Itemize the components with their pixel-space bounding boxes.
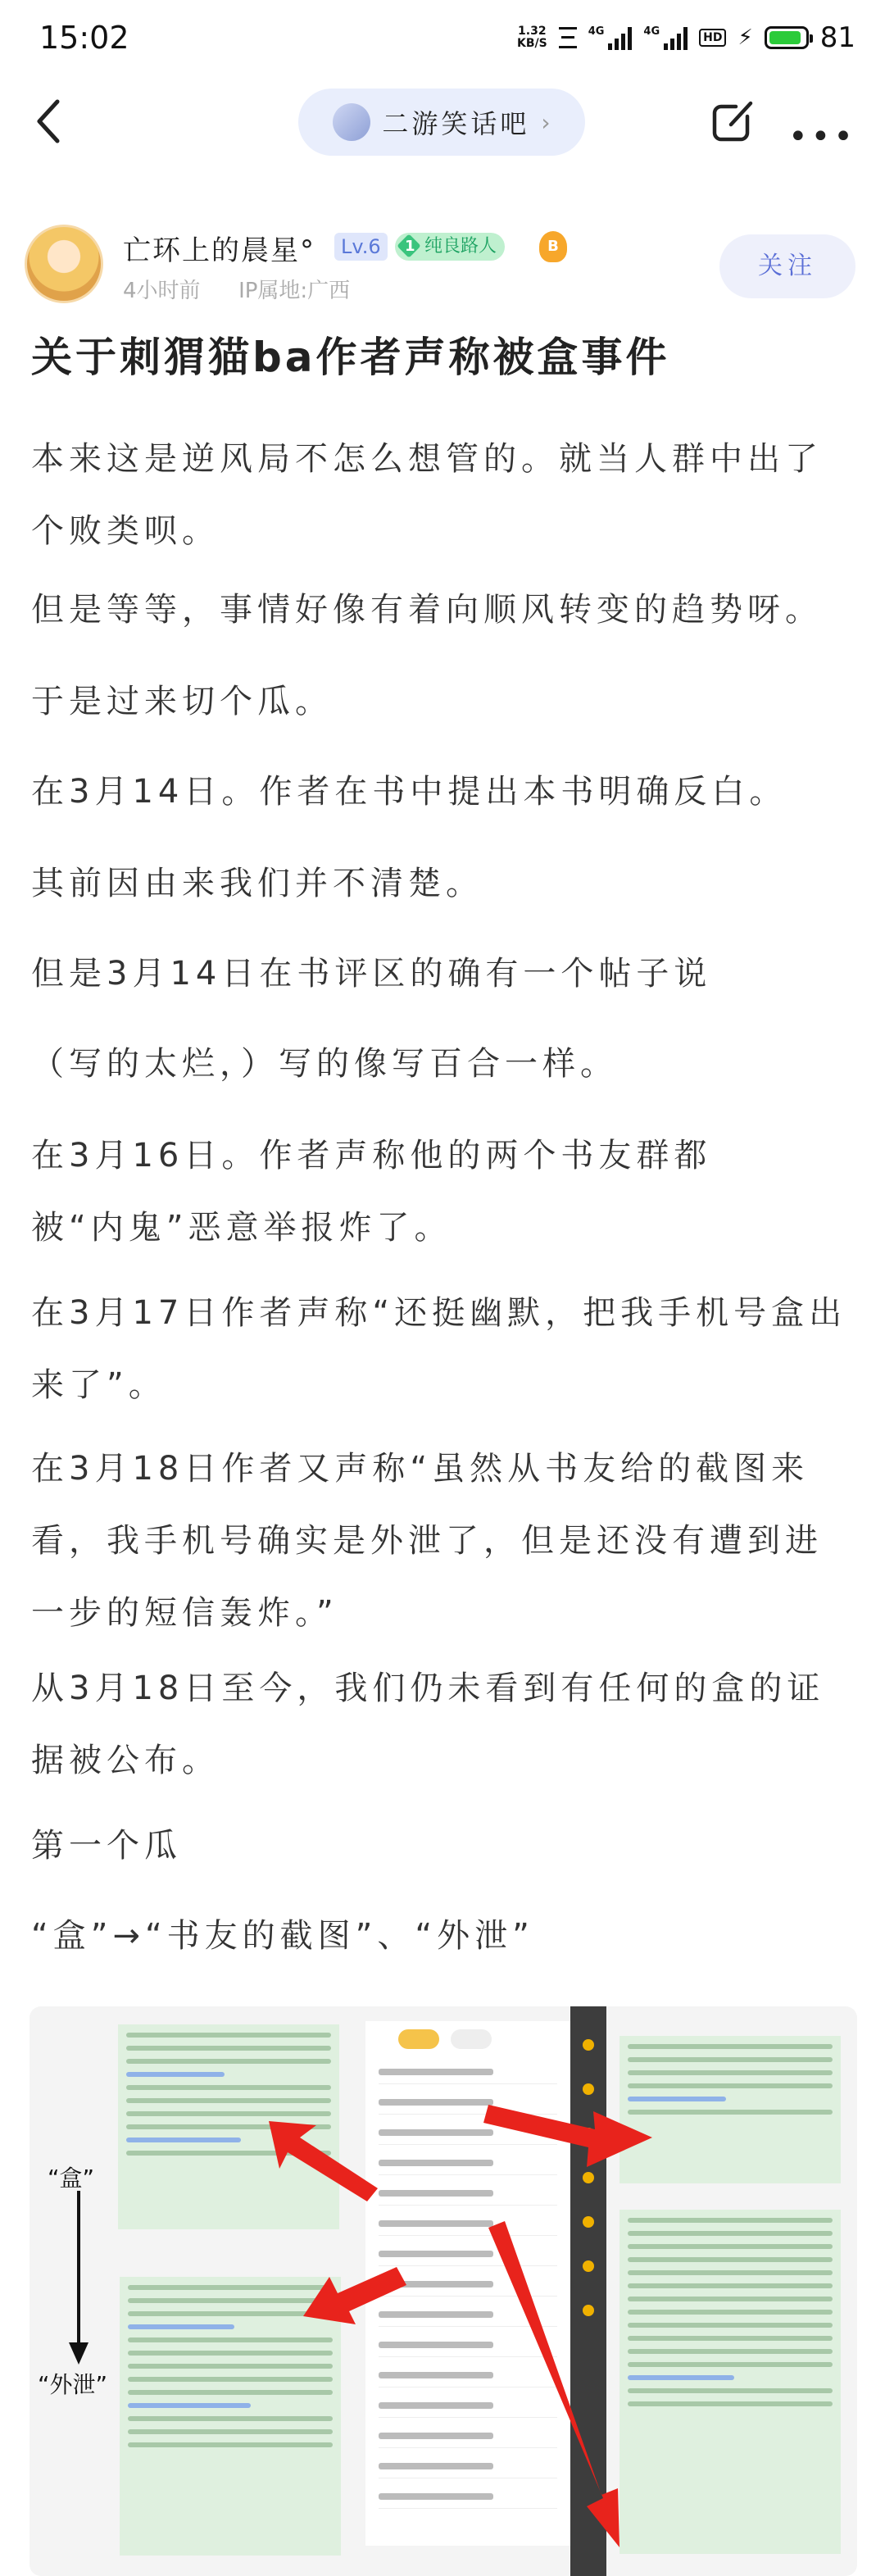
level-badge: Lv.6 [334,233,388,261]
signal-icon-2 [643,25,688,50]
post-time: 4小时前 [123,279,201,303]
status-time: 15:02 [39,20,129,56]
post-paragraph: 从3月18日至今，我们仍未看到有任何的盒的证据被公布。 [31,1670,825,1779]
title-tag-label: 纯良路人 [424,236,497,257]
back-arrow-icon[interactable] [33,97,66,146]
author-name[interactable]: 亡环上的晨星° [123,234,315,267]
author-avatar[interactable] [25,225,103,303]
post-paragraph: 在3月14日。作者在书中提出本书明确反白。 [31,773,787,811]
gem-number: 1 [405,238,415,255]
data-transfer-icon [559,27,577,48]
post-paragraph: 其前因由来我们并不清楚。 [31,865,483,902]
hd-voice-icon: HD [699,29,726,47]
status-bar [0,0,885,82]
share-icon[interactable] [711,97,757,143]
post-paragraph: 第一个瓜 [31,1827,182,1865]
post-paragraph: 于是过来切个瓜。 [31,683,333,720]
ip-location: IP属地:广西 [238,279,351,303]
post-paragraph: 本来这是逆风局不怎么想管的。就当人群中出了个败类呗。 [31,440,823,550]
forum-link-pill[interactable] [298,89,585,156]
net-speed-unit: KB/S [516,37,547,50]
post-paragraph: 在3月18日作者又声称“虽然从书友给的截图来看，我手机号确实是外泄了，但是还没有遭到进一步的短信轰炸。” [31,1450,823,1632]
signal-label: 4G [588,25,605,38]
net-speed [517,25,547,50]
status-icons [517,21,856,54]
medal-icon: B [539,231,567,262]
more-options-icon[interactable]: ••• [788,118,856,156]
post-title: 关于刺猬猫ba作者声称被盒事件 [31,334,670,381]
net-speed-value: 1.32 [518,25,547,38]
post-paragraph: （写的太烂，）写的像写百合一样。 [31,1045,618,1083]
forum-name: 二游笑话吧 [382,108,530,139]
post-paragraph: 在3月16日。作者声称他的两个书友群都被“内鬼”恶意举报炸了。 [31,1137,712,1247]
battery-icon [765,26,809,49]
follow-button[interactable]: 关注 [719,234,856,298]
chevron-right-icon: › [541,108,551,136]
red-arrows [30,2006,857,2576]
post-paragraph: 但是等等，事情好像有着向顺风转变的趋势呀。 [31,591,823,629]
post-meta [123,274,350,304]
post-paragraph: 在3月17日作者声称“还挺幽默，把我手机号盒出来了”。 [31,1294,847,1404]
forum-avatar-icon [333,103,370,141]
post-paragraph: 但是3月14日在书评区的确有一个帖子说 [31,955,712,993]
label-waixie: “外泄” [38,2371,108,2398]
battery-level: 81 [819,21,856,54]
signal-icon [588,25,633,50]
title-tag [395,233,505,261]
signal-label-2: 4G [643,25,660,38]
post-image[interactable] [30,2006,857,2576]
charging-icon: ⚡ [738,25,753,50]
label-he: “盒” [48,2165,95,2192]
post-paragraph: “盒”→“书友的截图”、“外泄” [31,1917,534,1955]
